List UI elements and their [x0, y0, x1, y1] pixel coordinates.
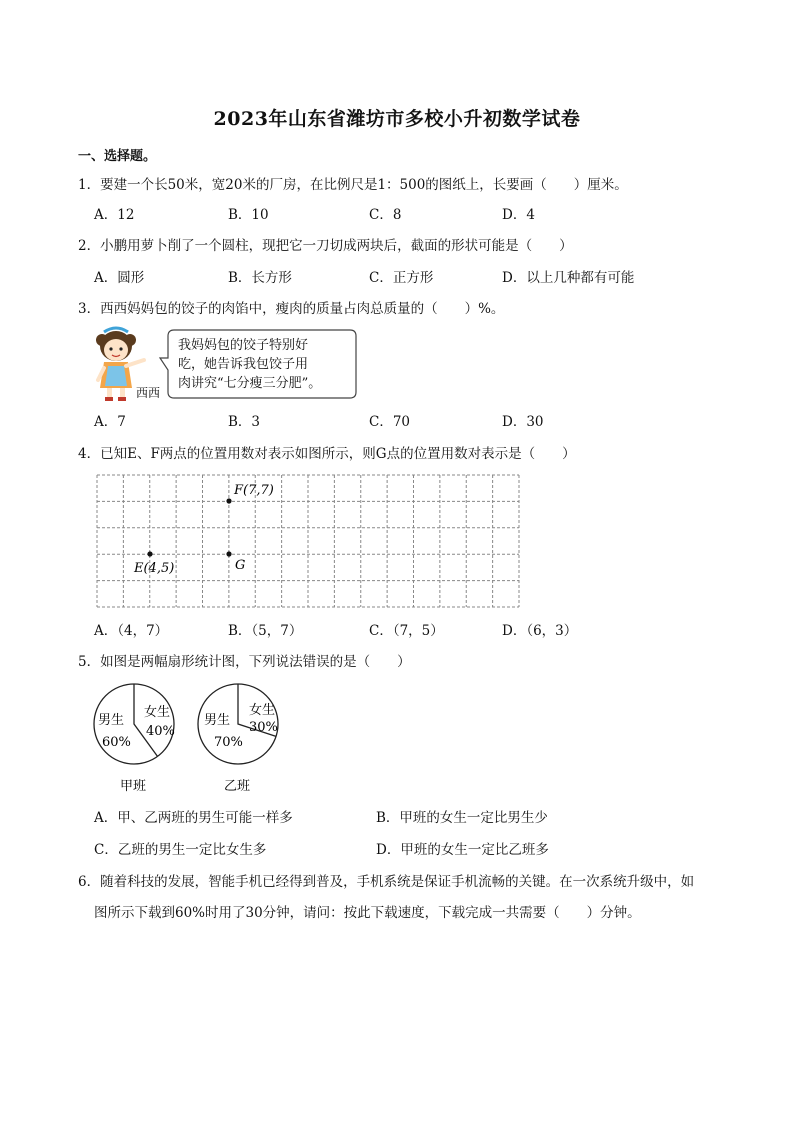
q5-option-c[interactable]: C．乙班的男生一定比女生多 — [94, 842, 267, 858]
q4-option-c[interactable]: C．（7，5） — [369, 623, 444, 639]
point-g — [226, 551, 231, 556]
point-f-label: F(7,7) — [234, 483, 274, 498]
pie-jia-boy-label: 男生 — [98, 713, 125, 728]
q1-option-a[interactable]: A．12 — [94, 207, 135, 223]
pie-yi-name: 乙班 — [224, 779, 251, 794]
q3-option-d[interactable]: D．30 — [502, 414, 544, 430]
question-2-stem: 2．小鹏用萝卜削了一个圆柱，现把它一刀切成两块后，截面的形状可能是（ ） — [78, 238, 573, 254]
section-heading: 一、选择题。 — [78, 149, 157, 164]
pie-yi-boy-pct: 70% — [214, 735, 243, 750]
bubble-line-3: 肉讲究“七分瘦三分肥”。 — [178, 376, 322, 391]
bubble-line-1: 我妈妈包的饺子特别好 — [178, 338, 309, 353]
point-e — [147, 551, 152, 556]
bubble-line-2: 吃，她告诉我包饺子用 — [178, 357, 309, 372]
q3-option-c[interactable]: C．70 — [369, 414, 411, 430]
question-6-stem-line-1: 6．随着科技的发展，智能手机已经得到普及，手机系统是保证手机流畅的关键。在一次系统升级中，如 — [78, 874, 695, 890]
pie-jia-girl-pct: 40% — [146, 724, 175, 739]
q3-option-b[interactable]: B．3 — [228, 414, 261, 430]
q4-option-d[interactable]: D．（6，3） — [502, 623, 578, 639]
q1-option-d[interactable]: D．4 — [502, 207, 535, 223]
pie-chart-jia — [94, 684, 175, 764]
pie-charts — [92, 682, 292, 798]
question-3-stem: 3．西西妈妈包的饺子的肉馅中，瘦肉的质量占肉总质量的（ ）%。 — [78, 301, 505, 317]
pie-jia-boy-pct: 60% — [102, 735, 131, 750]
pie-yi-girl-label: 女生 — [249, 703, 276, 718]
q2-option-b[interactable]: B．长方形 — [228, 270, 292, 286]
q1-option-b[interactable]: B．10 — [228, 207, 269, 223]
q5-option-d[interactable]: D．甲班的女生一定比乙班多 — [376, 842, 549, 858]
pie-jia-girl-label: 女生 — [144, 705, 171, 720]
question-4-stem: 4．已知E、F两点的位置用数对表示如图所示，则G点的位置用数对表示是（ ） — [78, 446, 576, 462]
pie-chart-yi — [198, 684, 278, 764]
pie-yi-girl-pct: 30% — [249, 720, 278, 735]
page-title: 2023年山东省潍坊市多校小升初数学试卷 — [213, 108, 581, 130]
point-f — [226, 498, 231, 503]
q1-option-c[interactable]: C．8 — [369, 207, 402, 223]
point-g-label: G — [235, 558, 246, 573]
coordinate-grid — [96, 474, 520, 608]
q2-option-d[interactable]: D．以上几种都有可能 — [502, 270, 635, 286]
girl-name-label: 西西 — [136, 386, 161, 400]
q3-option-a[interactable]: A．7 — [94, 414, 126, 430]
q2-option-a[interactable]: A．圆形 — [94, 270, 145, 286]
q4-option-a[interactable]: A．（4，7） — [94, 623, 169, 639]
q4-option-b[interactable]: B．（5，7） — [228, 623, 303, 639]
pie-jia-name: 甲班 — [120, 779, 147, 794]
question-6-stem-line-2: 图所示下载到60%时用了30分钟，请问：按此下载速度，下载完成一共需要（ ）分钟。 — [94, 905, 641, 921]
question-5-stem: 5．如图是两幅扇形统计图，下列说法错误的是（ ） — [78, 654, 411, 670]
point-e-label: E(4,5) — [134, 561, 175, 576]
q2-option-c[interactable]: C．正方形 — [369, 270, 434, 286]
pie-yi-boy-label: 男生 — [204, 713, 231, 728]
q5-option-b[interactable]: B．甲班的女生一定比男生少 — [376, 810, 548, 826]
q5-option-a[interactable]: A．甲、乙两班的男生可能一样多 — [94, 810, 293, 826]
question-1-stem: 1．要建一个长50米，宽20米的厂房，在比例尺是1：500的图纸上，长要画（ ）厘米。 — [78, 177, 628, 193]
